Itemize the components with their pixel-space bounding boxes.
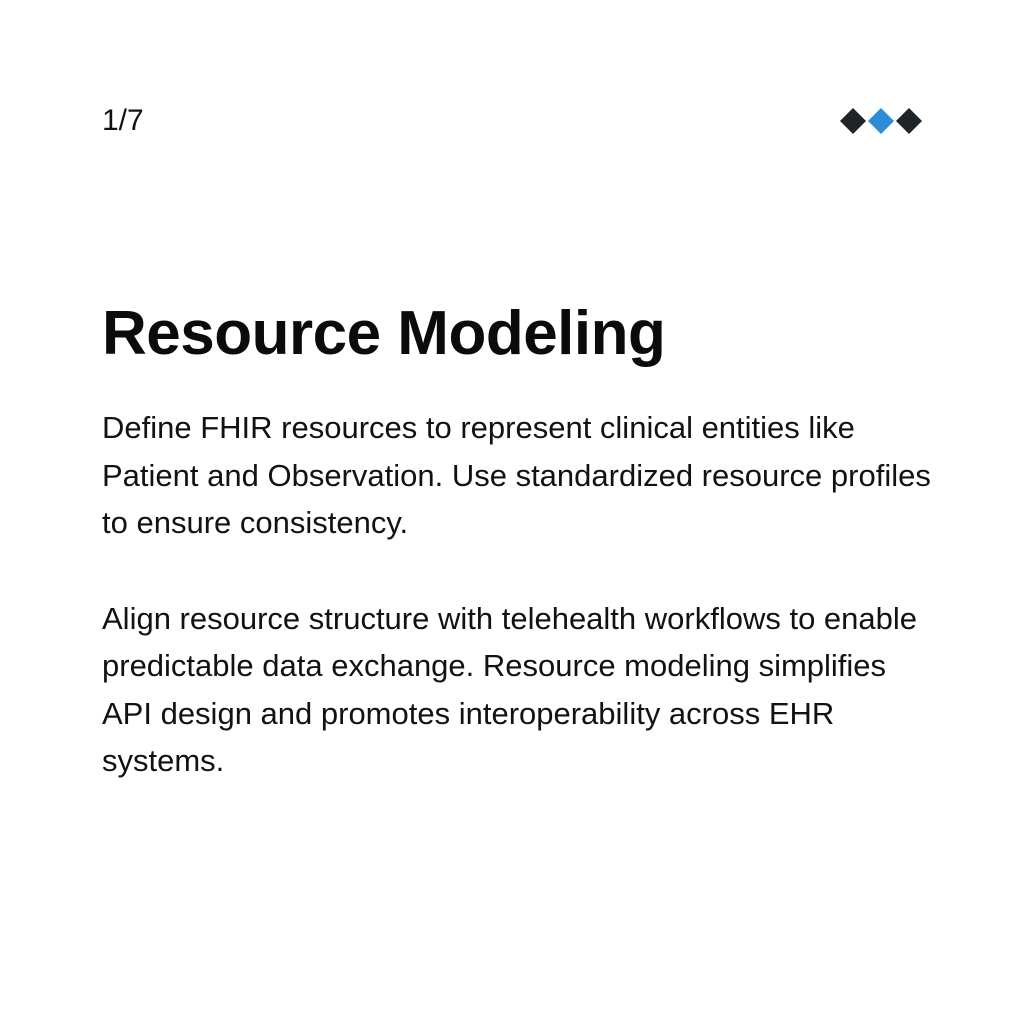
slide-title: Resource Modeling [102,299,666,368]
body-paragraph: Align resource structure with telehealth workflows to enable predictable data exchange. Resource modeling simplifies API design and promotes interoperability across EHR systems. [102,600,918,778]
diamond-icon [840,108,866,134]
diamond-icon [896,108,922,134]
diamond-icon [868,108,894,134]
decorative-diamonds [840,106,924,136]
page-counter: 1/7 [102,104,144,137]
slide-body [102,404,932,785]
body-paragraph: Define FHIR resources to represent clinical entities like Patient and Observation. Use standardized resource profiles to ensure consistency. [102,410,931,540]
